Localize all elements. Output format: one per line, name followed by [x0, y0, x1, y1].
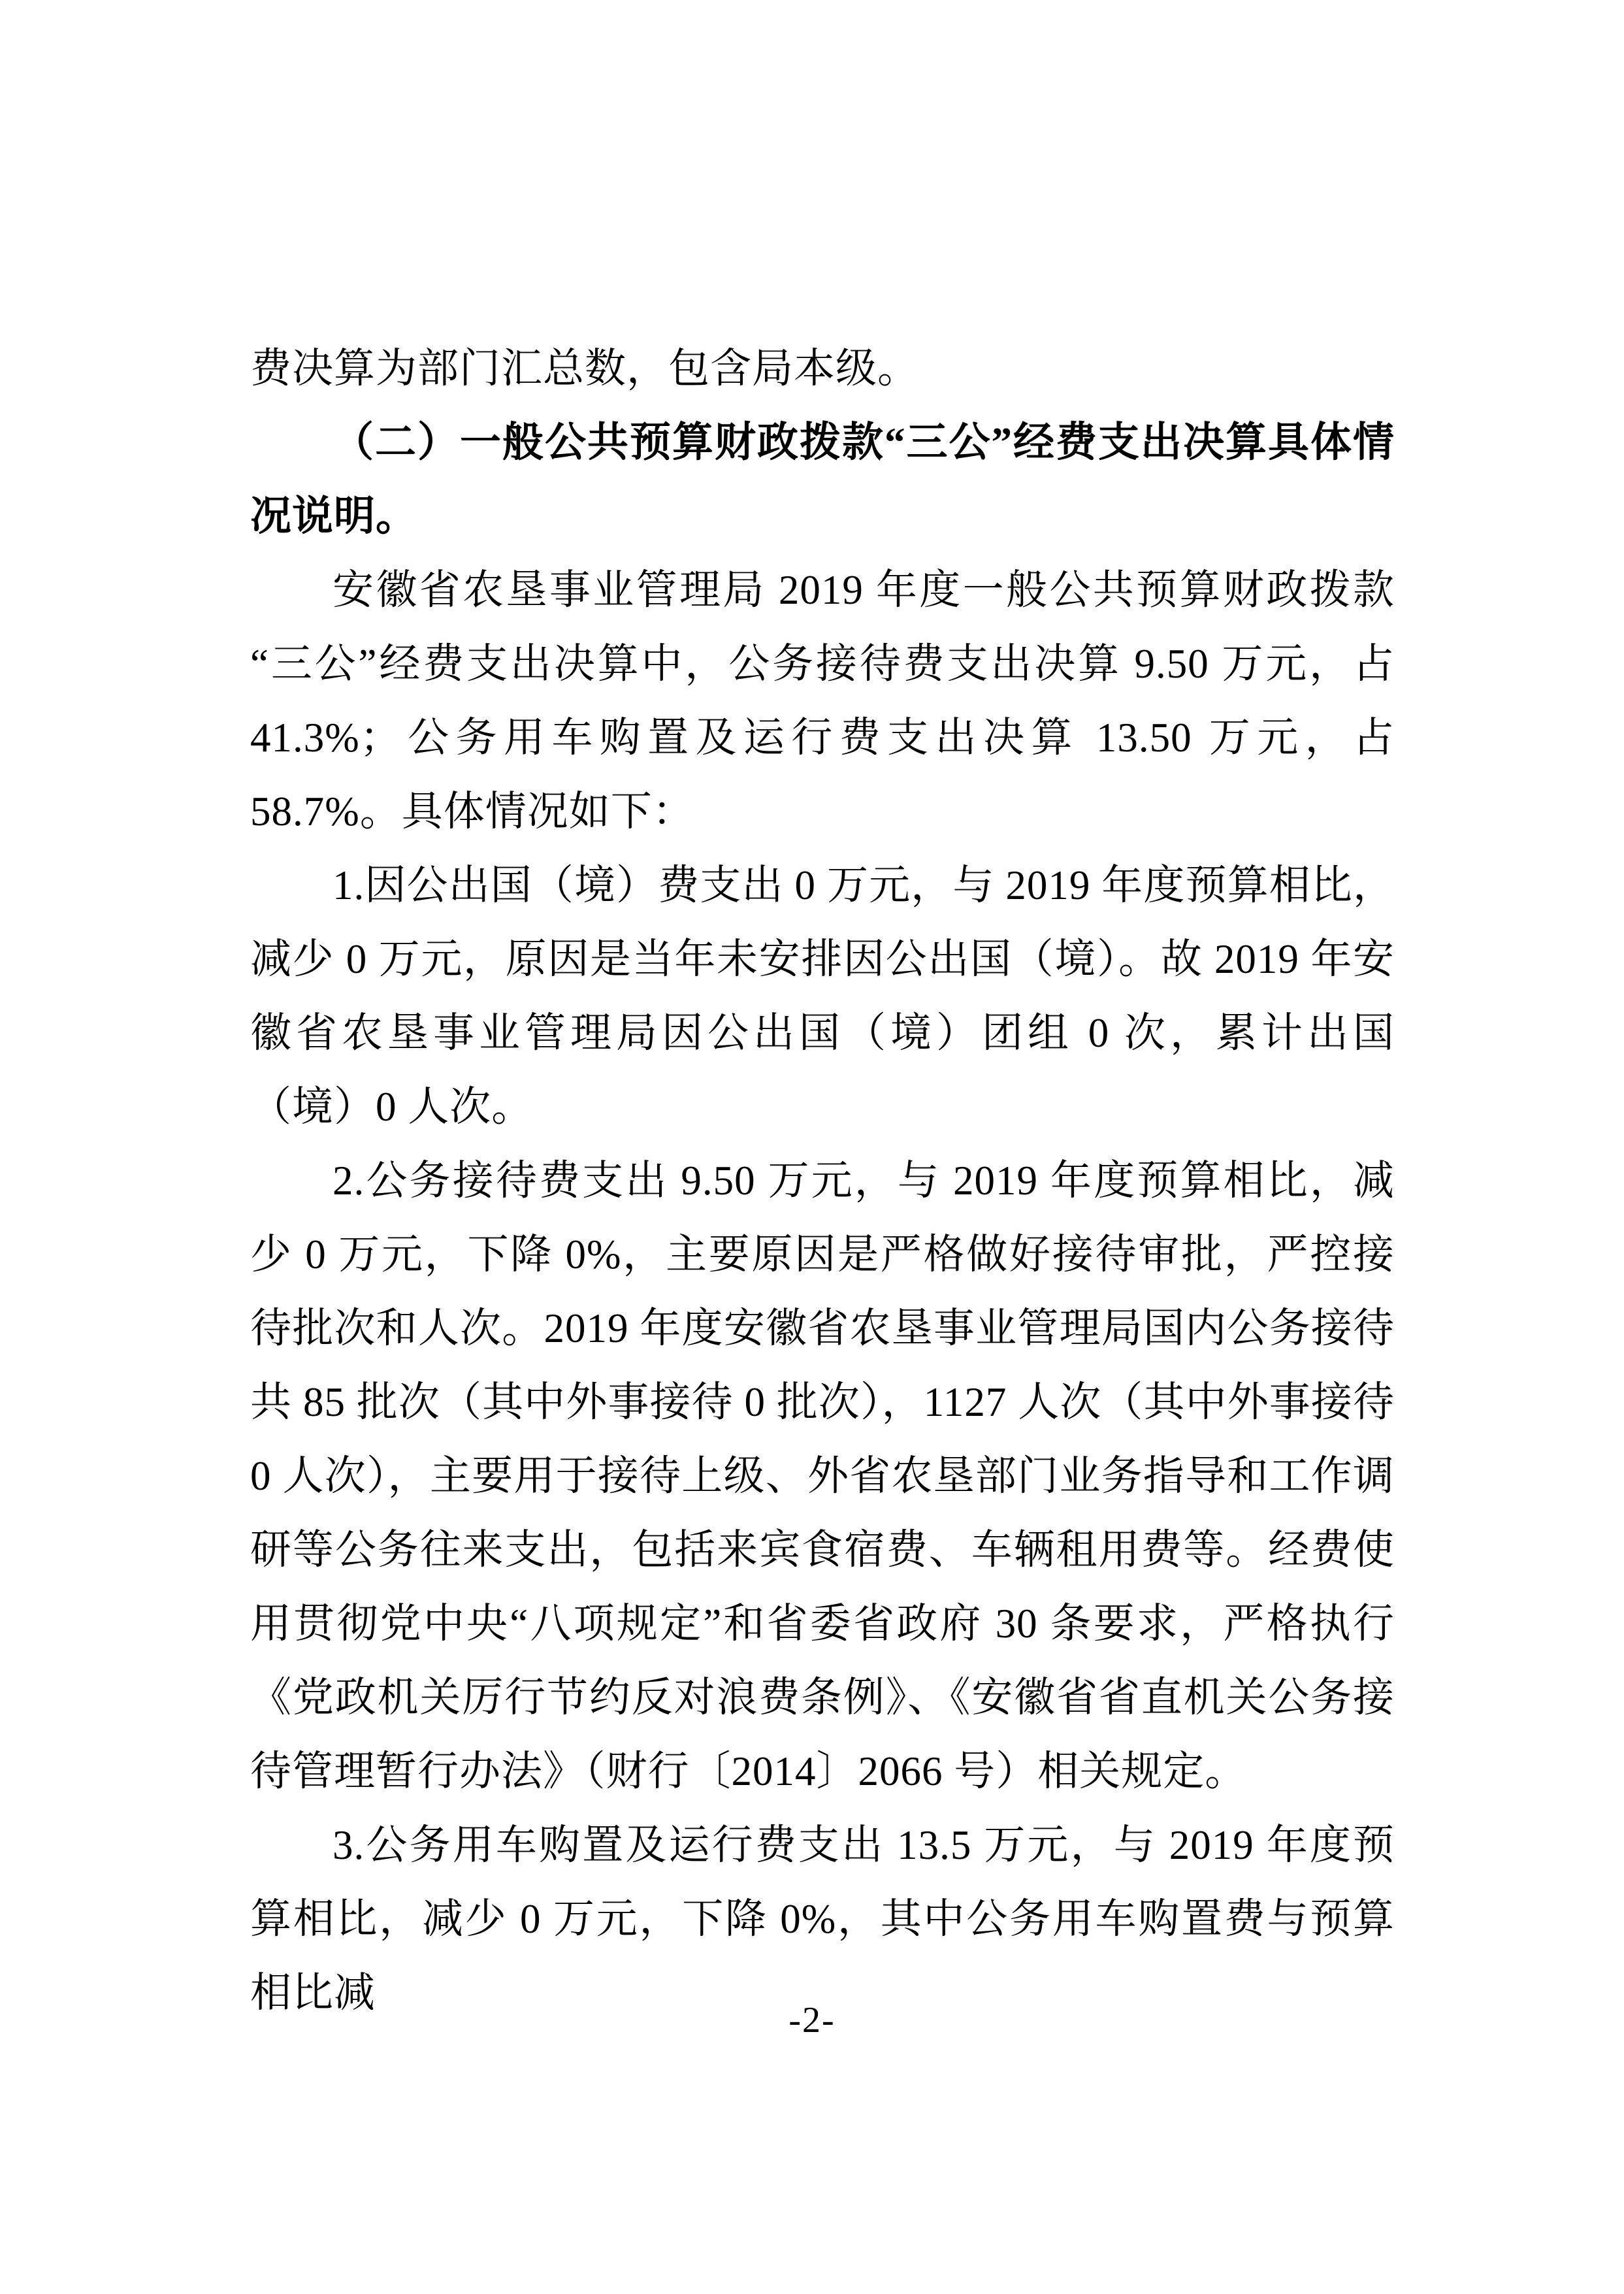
- paragraph-item-2-reception: 2.公务接待费支出 9.50 万元，与 2019 年度预算相比，减少 0 万元，下降 0%，主要原因是严格做好接待审批，严控接待批次和人次。2019 年度安徽省农垦事业管理局国内公务接待共 85 批次（其中外事接待 0 批次），1127 人次（其中外事接待 0 人次），主要用于接待上级、外省农垦部门业务指导和工作调研等公务往来支出，包括来宾食宿费、车辆租用费等。经费使用贯彻党中央“八项规定”和省委省政府 30 条要求，严格执行《党政机关厉行节约反对浪费条例》、《安徽省省直机关公务接待管理暂行办法》（财行〔2014〕2066 号）相关规定。: [250, 1158, 1395, 1794]
- paragraph-item-3-vehicles: 3.公务用车购置及运行费支出 13.5 万元，与 2019 年度预算相比，减少 0 万元，下降 0%，其中公务用车购置费与预算相比减: [250, 1822, 1395, 2016]
- paragraph-overview: 安徽省农垦事业管理局 2019 年度一般公共预算财政拨款“三公”经费支出决算中，公务接待费支出决算 9.50 万元，占 41.3%；公务用车购置及运行费支出决算 13.50 万元，占 58.7%。具体情况如下：: [250, 567, 1395, 834]
- paragraph-continuation: 费决算为部门汇总数，包含局本级。: [250, 346, 919, 391]
- body-text: [250, 332, 1395, 2030]
- section-heading: （二）一般公共预算财政拨款“三公”经费支出决算具体情况说明。: [250, 419, 1395, 539]
- page-number: -2-: [788, 2000, 836, 2040]
- paragraph-item-1-abroad: 1.因公出国（境）费支出 0 万元，与 2019 年度预算相比，减少 0 万元，原因是当年未安排因公出国（境）。故 2019 年安徽省农垦事业管理局因公出国（境）团组 0 次，累计出国（境）0 人次。: [250, 862, 1395, 1130]
